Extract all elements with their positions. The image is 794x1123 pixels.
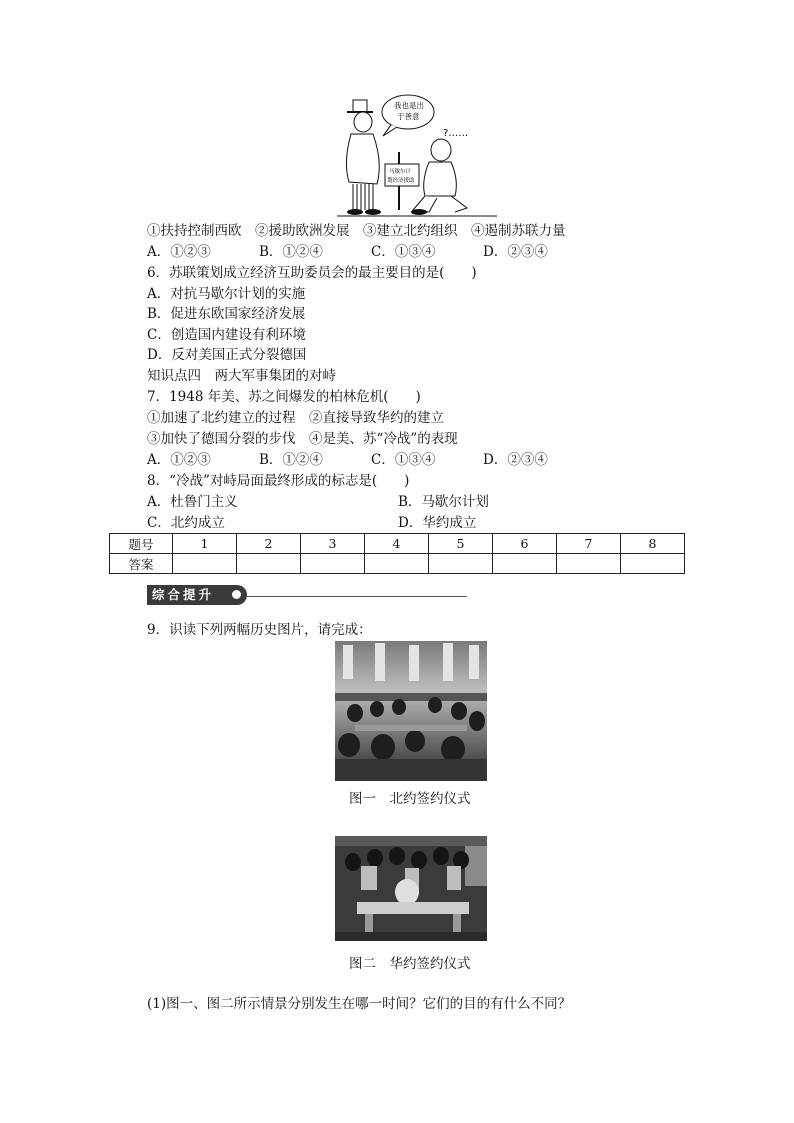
question-number: 5 xyxy=(429,534,493,554)
q9-stem: 9．识读下列两幅历史图片，请完成： xyxy=(147,622,372,638)
q5-choice-d: D．②③④ xyxy=(483,244,548,260)
q8-stem: 8．“冷战”对峙局面最终形成的标志是( ) xyxy=(147,473,410,489)
q7-choice-d: D．②③④ xyxy=(483,452,548,468)
answer-cell[interactable] xyxy=(429,554,493,574)
q7-line1: ①加速了北约建立的过程 ②直接导致华约的建立 xyxy=(147,410,444,426)
q6-choice-d: D．反对美国正式分裂德国 xyxy=(147,347,307,363)
cartoon-sign-text: 马歇尔计 xyxy=(389,169,412,175)
photo2-caption: 图二 华约签约仪式 xyxy=(349,956,471,972)
q7-choice-c: C．①③④ xyxy=(371,452,436,468)
section-banner xyxy=(147,585,247,605)
answer-cell[interactable] xyxy=(493,554,557,574)
q6-choice-a: A．对抗马歇尔计划的实施 xyxy=(147,286,306,302)
marshall-plan-cartoon xyxy=(333,92,501,220)
q5-choice-b: B．①②④ xyxy=(259,244,323,260)
q8-choice-a: A．杜鲁门主义 xyxy=(147,494,238,510)
answer-cell[interactable] xyxy=(173,554,237,574)
question-number: 2 xyxy=(237,534,301,554)
answer-label: 答案 xyxy=(110,554,173,574)
q7-line2: ③加快了德国分裂的步伐 ④是美、苏“冷战”的表现 xyxy=(147,431,458,447)
banner-label: 综合提升 xyxy=(152,587,215,602)
question-number: 3 xyxy=(301,534,365,554)
nato-signing-photo xyxy=(335,641,487,781)
q8-choice-b: B．马歇尔计划 xyxy=(398,494,489,510)
table-row xyxy=(110,534,685,554)
q7-choice-b: B．①②④ xyxy=(259,452,323,468)
table-row xyxy=(110,554,685,574)
warsaw-pact-signing-photo xyxy=(335,836,487,941)
cartoon-dots: ?…… xyxy=(443,128,469,139)
q5-options-line: ①扶持控制西欧 ②援助欧洲发展 ③建立北约组织 ④遏制苏联力量 xyxy=(147,223,566,239)
q8-choice-c: C．北约成立 xyxy=(147,515,225,531)
q7-stem: 7．1948 年美、苏之间爆发的柏林危机( ) xyxy=(147,389,421,405)
question-number: 8 xyxy=(621,534,685,554)
q8-choice-d: D．华约成立 xyxy=(398,515,477,531)
banner-dot-icon xyxy=(232,590,241,599)
svg-text:于善意: 于善意 xyxy=(397,112,420,121)
q7-choice-a: A．①②③ xyxy=(147,452,211,468)
banner-rule xyxy=(247,596,467,597)
question-number: 1 xyxy=(173,534,237,554)
question-number: 7 xyxy=(557,534,621,554)
q6-stem: 6．苏联策划成立经济互助委员会的最主要目的是( ) xyxy=(147,265,477,281)
q9-sub1: (1)图一、图二所示情景分别发生在哪一时间？它们的目的有什么不同？ xyxy=(147,996,572,1012)
svg-text:划经济援助: 划经济援助 xyxy=(387,178,415,184)
answer-cell[interactable] xyxy=(365,554,429,574)
photo1-caption: 图一 北约签约仪式 xyxy=(349,791,471,807)
answer-table xyxy=(109,533,685,574)
question-number: 4 xyxy=(365,534,429,554)
q5-choice-a: A．①②③ xyxy=(147,244,211,260)
q6-choice-c: C．创造国内建设有利环境 xyxy=(147,327,306,343)
q5-choice-c: C．①③④ xyxy=(371,244,436,260)
answer-cell[interactable] xyxy=(557,554,621,574)
answer-cell[interactable] xyxy=(301,554,365,574)
question-number: 6 xyxy=(493,534,557,554)
section-heading-4: 知识点四 两大军事集团的对峙 xyxy=(147,368,336,384)
cartoon-speech-text: 我也是出 xyxy=(394,101,424,110)
q6-choice-b: B．促进东欧国家经济发展 xyxy=(147,306,306,322)
question-number-label: 题号 xyxy=(110,534,173,554)
answer-cell[interactable] xyxy=(237,554,301,574)
answer-cell[interactable] xyxy=(621,554,685,574)
